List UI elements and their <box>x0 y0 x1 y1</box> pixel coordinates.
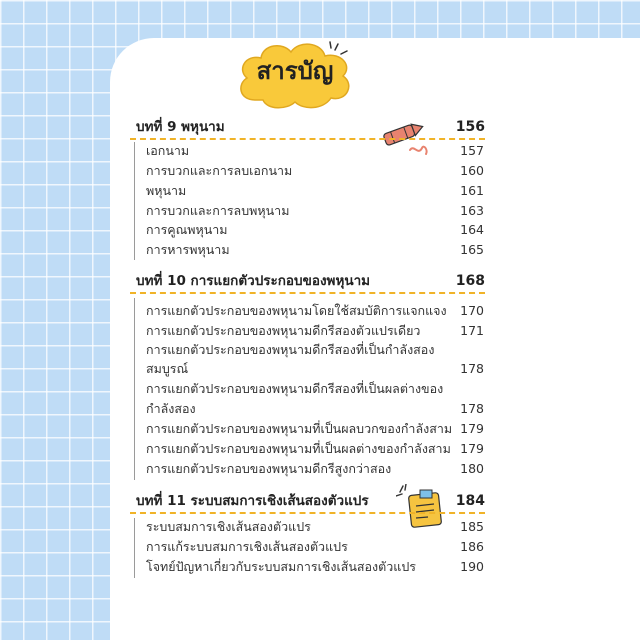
chapter-divider <box>130 138 485 140</box>
toc-entry: การแก้ระบบสมการเชิงเส้นสองตัวแปร <box>146 539 348 554</box>
chapter-page: 168 <box>455 273 485 289</box>
toc-entry-page: 185 <box>460 519 484 534</box>
toc-entry: การแยกตัวประกอบของพหุนามที่เป็นผลบวกของกำลังสาม <box>146 421 453 436</box>
toc-entry: การแยกตัวประกอบของพหุนามดีกรีสูงกว่าสอง <box>146 461 392 476</box>
toc-entry: โจทย์ปัญหาเกี่ยวกับระบบสมการเชิงเส้นสองตัวแปร <box>146 559 416 574</box>
toc-entry-page: 170 <box>460 303 484 318</box>
toc-entry-page: 179 <box>460 421 484 436</box>
toc-entry-page: 163 <box>460 203 484 218</box>
toc-entry: การบวกและการลบพหุนาม <box>146 203 290 218</box>
toc-entry: การแยกตัวประกอบของพหุนามดีกรีสองที่เป็นผลต่างของ <box>146 381 444 396</box>
toc-entry-page: 179 <box>460 441 484 456</box>
toc-entry: การหารพหุนาม <box>146 242 230 257</box>
chapter-page: 184 <box>455 493 485 509</box>
toc-entry-page: 178 <box>460 401 484 416</box>
toc-entry: การบวกและการลบเอกนาม <box>146 163 293 178</box>
toc-entry-page: 190 <box>460 559 484 574</box>
toc-entry-page: 161 <box>460 183 484 198</box>
toc-entry: เอกนาม <box>146 143 190 158</box>
chapter-title: บทที่ 11 ระบบสมการเชิงเส้นสองตัวแปร <box>136 493 369 509</box>
toc-entry-page: 160 <box>460 163 484 178</box>
chapter-divider <box>130 512 485 514</box>
toc-entry: ระบบสมการเชิงเส้นสองตัวแปร <box>146 519 311 534</box>
chapter-title: บทที่ 10 การแยกตัวประกอบของพหุนาม <box>136 273 371 289</box>
toc-entry-page: 180 <box>460 461 484 476</box>
toc-entry-page: 157 <box>460 143 484 158</box>
page-title: สารบัญ <box>256 57 334 85</box>
toc-entry: การแยกตัวประกอบของพหุนามโดยใช้สมบัติการแจกแจง <box>146 303 447 318</box>
section-rule <box>134 298 135 480</box>
toc-entry-page: 171 <box>460 323 484 338</box>
toc-entry: การแยกตัวประกอบของพหุนามที่เป็นผลต่างของกำลังสาม <box>146 441 451 456</box>
toc-entry-page: 178 <box>460 361 484 376</box>
section-rule <box>134 142 135 260</box>
toc-entry-page: 164 <box>460 222 484 237</box>
section-rule <box>134 518 135 578</box>
toc-entry-page: 165 <box>460 242 484 257</box>
chapter-title: บทที่ 9 พหุนาม <box>136 119 225 135</box>
toc-entry: การแยกตัวประกอบของพหุนามดีกรีสองที่เป็นกำลังสอง <box>146 342 435 357</box>
chapter-page: 156 <box>455 119 485 135</box>
toc-entry-continued: สมบูรณ์ <box>146 361 189 376</box>
toc-entry-page: 186 <box>460 539 484 554</box>
toc-entry-continued: กำลังสอง <box>146 401 196 416</box>
chapter-divider <box>130 292 485 294</box>
toc-entry: การแยกตัวประกอบของพหุนามดีกรีสองตัวแปรเดียว <box>146 323 421 338</box>
toc-entry: การคูณพหุนาม <box>146 222 228 237</box>
toc-entry: พหุนาม <box>146 183 187 198</box>
